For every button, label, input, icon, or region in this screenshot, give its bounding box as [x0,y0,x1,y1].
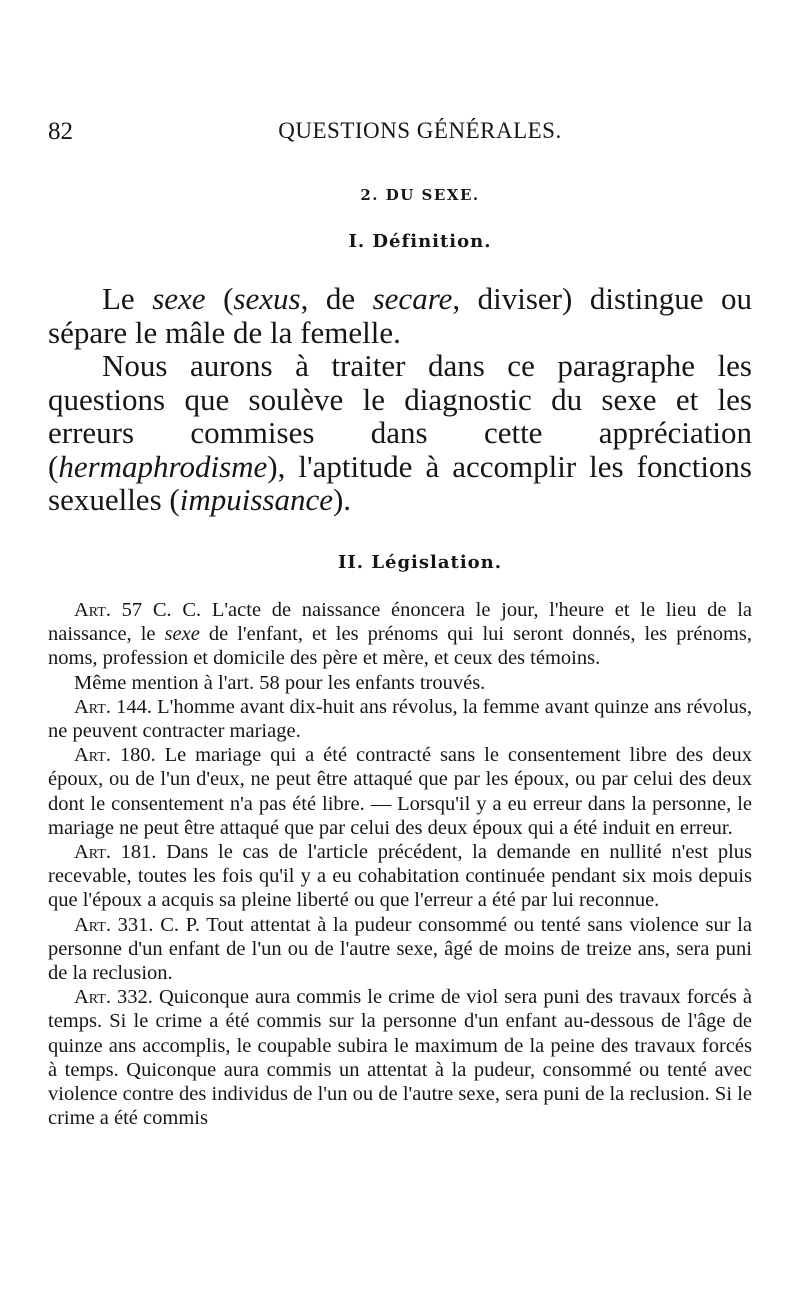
article-332: Art. 332. Quiconque aura commis le crime de viol sera puni des travaux forcés à temps. Si le crime a été commis sur la personne d'un enfant au-dessous de l'âge de quinze ans accomplis, le coupable subira le maximum de la peine des travaux forcés à temps. Quiconque aura commis un attentat à la pudeur, consommé ou tenté avec violence contre des individus de l'un ou de l'autre sexe, sera puni de la reclusion. Si le crime a été commis [48,986,752,1130]
definition-text [48,282,752,517]
section-title: 2. DU SEXE. [360,186,480,204]
article-58-note: Même mention à l'art. 58 pour les enfants trouvés. [74,671,486,694]
page-number: 82 [48,118,73,145]
definition-paragraph: Le sexe (sexus, de secare, diviser) distingue ou sépare le mâle de la femelle. [48,281,753,350]
subsection-heading-legislation: II. Législation. [337,552,503,573]
article-181: Art. 181. Dans le cas de l'article précédent, la demande en nullité n'est plus recevable, toutes les fois qu'il y a eu cohabitation continuée pendant six mois depuis que l'époux a acquis sa pleine liberté ou que l'erreur a été par lui reconnue. [48,841,753,912]
page-header [48,118,752,150]
article-180: Art. 180. Le mariage qui a été contracté sans le consentement libre des deux époux, ou de l'un d'eux, ne peut être attaqué que par les époux, ou par celui des deux dont le consentement n'a pas été libre. — Lorsqu'il y a eu erreur dans la personne, le mariage ne peut être attaqué que par celui des deux époux qui a été induit en erreur. [48,744,752,839]
article-57: Art. 57 C. C. L'acte de naissance énoncera le jour, l'heure et le lieu de la naissance, le sexe de l'enfant, et les prénoms qui lui seront donnés, les prénoms, noms, profession et domicile des père et mère, et ceux des témoins. [48,599,752,670]
article-144: Art. 144. L'homme avant dix-huit ans révolus, la femme avant quinze ans révolus, ne peuvent contracter mariage. [48,695,752,743]
article-331: Art. 331. C. P. Tout attentat à la pudeur consommé ou tenté sans violence sur la personne d'un enfant de l'un ou de l'autre sexe, âgé de moins de treize ans, sera puni de la reclusion. [48,913,753,985]
scope-paragraph: Nous aurons à traiter dans ce paragraphe les questions que soulève le diagnostic du sexe et les erreurs commises dans cette appréciation (hermaphrodisme), l'aptitude à accomplir les fonctions sexuelles (impuissance). [48,348,752,517]
subsection-heading-definition: I. Définition. [348,231,492,252]
legislation-text [48,598,752,1130]
running-title: QUESTIONS GÉNÉRALES. [278,118,562,143]
